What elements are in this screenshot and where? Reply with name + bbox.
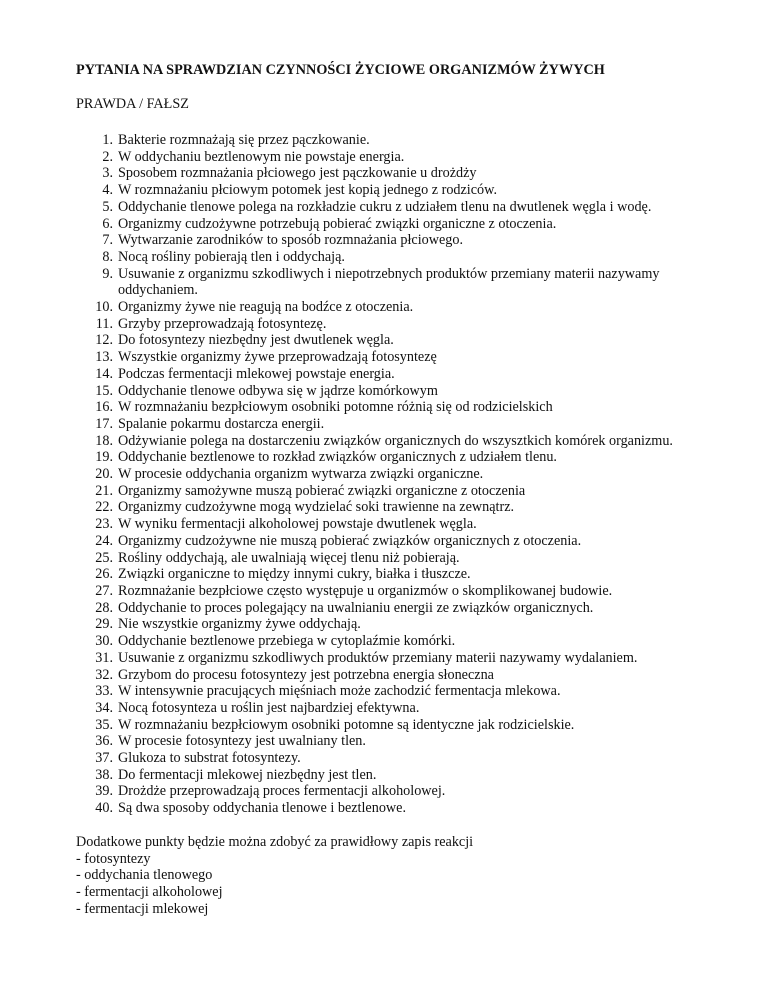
question-number: 10. xyxy=(95,299,113,316)
question-text: Glukoza to substrat fotosyntezy. xyxy=(118,750,301,767)
question-number: 15. xyxy=(95,382,113,399)
questions-list xyxy=(76,132,736,817)
question-item xyxy=(76,366,736,383)
question-number: 16. xyxy=(95,399,113,416)
question-number: 35. xyxy=(95,716,113,733)
question-text: Oddychanie tlenowe odbywa się w jądrze komórkowym xyxy=(118,382,438,399)
question-text: Nocą rośliny pobierają tlen i oddychają. xyxy=(118,248,345,265)
question-text: Wszystkie organizmy żywe przeprowadzają fotosyntezę xyxy=(118,349,437,366)
question-text: Rozmnażanie bezpłciowe często występuje u organizmów o skomplikowanej budowie. xyxy=(118,582,613,599)
question-text: Grzyby przeprowadzają fotosyntezę. xyxy=(118,315,327,332)
question-number: 21. xyxy=(95,482,113,499)
question-item xyxy=(76,483,736,500)
question-number: 12. xyxy=(95,332,113,349)
question-number: 40. xyxy=(95,800,113,817)
question-number: 6. xyxy=(102,215,113,232)
question-text: Organizmy żywe nie reagują na bodźce z otoczenia. xyxy=(118,299,414,316)
question-number: 29. xyxy=(95,616,113,633)
question-item xyxy=(76,717,736,734)
question-text: W oddychaniu beztlenowym nie powstaje energia. xyxy=(118,148,405,165)
question-item xyxy=(76,199,736,216)
question-text: Usuwanie z organizmu szkodliwych produktów przemiany materii nazywamy wydalaniem. xyxy=(118,649,638,666)
question-number: 14. xyxy=(95,365,113,382)
question-item xyxy=(76,633,736,650)
question-text: W rozmnażaniu płciowym potomek jest kopią jednego z rodziców. xyxy=(118,182,498,199)
question-number: 1. xyxy=(102,132,113,148)
question-text: Do fermentacji mlekowej niezbędny jest tlen. xyxy=(118,766,377,783)
question-number: 5. xyxy=(102,198,113,215)
question-number: 2. xyxy=(102,148,113,165)
question-item xyxy=(76,399,736,416)
question-item xyxy=(76,165,736,182)
question-item xyxy=(76,700,736,717)
question-item xyxy=(76,550,736,567)
question-text: W procesie oddychania organizm wytwarza związki organiczne. xyxy=(118,466,484,483)
question-text: W rozmnażaniu bezpłciowym osobniki potomne są identyczne jak rodzicielskie. xyxy=(118,716,575,733)
question-text: Usuwanie z organizmu szkodliwych i niepotrzebnych produktów przemiany materii nazywamy oddychaniem. xyxy=(118,265,660,299)
question-item xyxy=(76,383,736,400)
question-item xyxy=(76,499,736,516)
question-item xyxy=(76,616,736,633)
question-number: 22. xyxy=(95,499,113,516)
question-number: 13. xyxy=(95,349,113,366)
extra-item: - fermentacji mlekowej xyxy=(76,900,209,917)
question-text: Rośliny oddychają, ale uwalniają więcej tlenu niż pobierają. xyxy=(118,549,460,566)
question-item xyxy=(76,683,736,700)
question-number: 20. xyxy=(95,466,113,483)
extra-item: - fermentacji alkoholowej xyxy=(76,884,223,901)
question-text: Oddychanie beztlenowe to rozkład związków organicznych z udziałem tlenu. xyxy=(118,449,557,466)
question-number: 39. xyxy=(95,783,113,800)
extra-points-section xyxy=(76,834,716,918)
question-item xyxy=(76,466,736,483)
question-text: W procesie fotosyntezy jest uwalniany tlen. xyxy=(118,733,366,750)
question-number: 36. xyxy=(95,733,113,750)
question-number: 31. xyxy=(95,649,113,666)
question-number: 9. xyxy=(102,265,113,282)
question-text: Są dwa sposoby oddychania tlenowe i beztlenowe. xyxy=(118,800,407,817)
question-text: Spalanie pokarmu dostarcza energii. xyxy=(118,415,325,432)
question-text: Organizmy cudzożywne nie muszą pobierać związków organicznych z otoczenia. xyxy=(118,532,582,549)
question-text: Oddychanie tlenowe polega na rozkładzie cukru z udziałem tlenu na dwutlenek węgla i wodę. xyxy=(118,198,652,215)
question-text: Wytwarzanie zarodników to sposób rozmnażania płciowego. xyxy=(118,232,464,249)
question-text: Bakterie rozmnażają się przez pączkowanie. xyxy=(118,132,370,148)
question-number: 8. xyxy=(102,248,113,265)
question-item xyxy=(76,733,736,750)
question-number: 25. xyxy=(95,549,113,566)
question-text: Drożdże przeprowadzają proces fermentacji alkoholowej. xyxy=(118,783,446,800)
question-item xyxy=(76,800,736,817)
question-number: 11. xyxy=(95,315,113,332)
question-number: 17. xyxy=(95,415,113,432)
question-item xyxy=(76,232,736,249)
question-item xyxy=(76,149,736,166)
question-text: Odżywianie polega na dostarczeniu związków organicznych do wszysztkich komórek organizmu. xyxy=(118,432,673,449)
question-number: 24. xyxy=(95,532,113,549)
question-item xyxy=(76,349,736,366)
question-item xyxy=(76,566,736,583)
question-text: Organizmy samożywne muszą pobierać związki organiczne z otoczenia xyxy=(118,482,526,499)
question-number: 4. xyxy=(102,182,113,199)
question-text: Nie wszystkie organizmy żywe oddychają. xyxy=(118,616,361,633)
question-item xyxy=(76,316,736,333)
extra-item: - oddychania tlenowego xyxy=(76,867,213,884)
question-text: Oddychanie to proces polegający na uwalnianiu energii ze związków organicznych. xyxy=(118,599,594,616)
question-item xyxy=(76,667,736,684)
question-number: 32. xyxy=(95,666,113,683)
question-text: W intensywnie pracujących mięśniach może zachodzić fermentacja mlekowa. xyxy=(118,683,561,700)
question-item xyxy=(76,132,736,149)
question-item xyxy=(76,533,736,550)
question-number: 28. xyxy=(95,599,113,616)
question-item xyxy=(76,650,736,667)
question-item xyxy=(76,433,736,450)
question-item xyxy=(76,767,736,784)
question-item xyxy=(76,182,736,199)
question-item xyxy=(76,299,736,316)
question-text: Oddychanie beztlenowe przebiega w cytoplaźmie komórki. xyxy=(118,633,456,650)
question-text: Związki organiczne to między innymi cukry, białka i tłuszcze. xyxy=(118,566,471,583)
question-number: 30. xyxy=(95,633,113,650)
question-number: 37. xyxy=(95,750,113,767)
section-subtitle: PRAWDA / FAŁSZ xyxy=(76,96,189,112)
question-text: Grzybom do procesu fotosyntezy jest potrzebna energia słoneczna xyxy=(118,666,494,683)
question-number: 26. xyxy=(95,566,113,583)
question-item xyxy=(76,583,736,600)
extra-item: - fotosyntezy xyxy=(76,850,151,867)
question-item xyxy=(76,332,736,349)
question-item xyxy=(76,216,736,233)
question-item xyxy=(76,783,736,800)
question-item xyxy=(76,249,736,266)
question-text: W wyniku fermentacji alkoholowej powstaje dwutlenek węgla. xyxy=(118,516,477,533)
question-item xyxy=(76,750,736,767)
question-number: 33. xyxy=(95,683,113,700)
question-number: 19. xyxy=(95,449,113,466)
question-text: W rozmnażaniu bezpłciowym osobniki potomne różnią się od rodzicielskich xyxy=(118,399,553,416)
question-item xyxy=(76,449,736,466)
question-text: Organizmy cudzożywne mogą wydzielać soki trawienne na zewnątrz. xyxy=(118,499,515,516)
question-number: 27. xyxy=(95,582,113,599)
question-number: 38. xyxy=(95,766,113,783)
question-item xyxy=(76,266,736,299)
question-item xyxy=(76,416,736,433)
question-number: 7. xyxy=(102,232,113,249)
question-number: 3. xyxy=(102,165,113,182)
question-number: 18. xyxy=(95,432,113,449)
extra-intro: Dodatkowe punkty będzie można zdobyć za prawidłowy zapis reakcji xyxy=(76,834,474,850)
question-item xyxy=(76,516,736,533)
question-text: Podczas fermentacji mlekowej powstaje energia. xyxy=(118,365,395,382)
question-number: 23. xyxy=(95,516,113,533)
document-title: PYTANIA NA SPRAWDZIAN CZYNNOŚCI ŻYCIOWE ORGANIZMÓW ŻYWYCH xyxy=(76,62,605,78)
question-text: Organizmy cudzożywne potrzebują pobierać związki organiczne z otoczenia. xyxy=(118,215,557,232)
question-item xyxy=(76,600,736,617)
question-text: Do fotosyntezy niezbędny jest dwutlenek węgla. xyxy=(118,332,394,349)
question-number: 34. xyxy=(95,699,113,716)
question-text: Nocą fotosynteza u roślin jest najbardziej efektywna. xyxy=(118,699,420,716)
question-text: Sposobem rozmnażania płciowego jest pączkowanie u drożdży xyxy=(118,165,477,182)
